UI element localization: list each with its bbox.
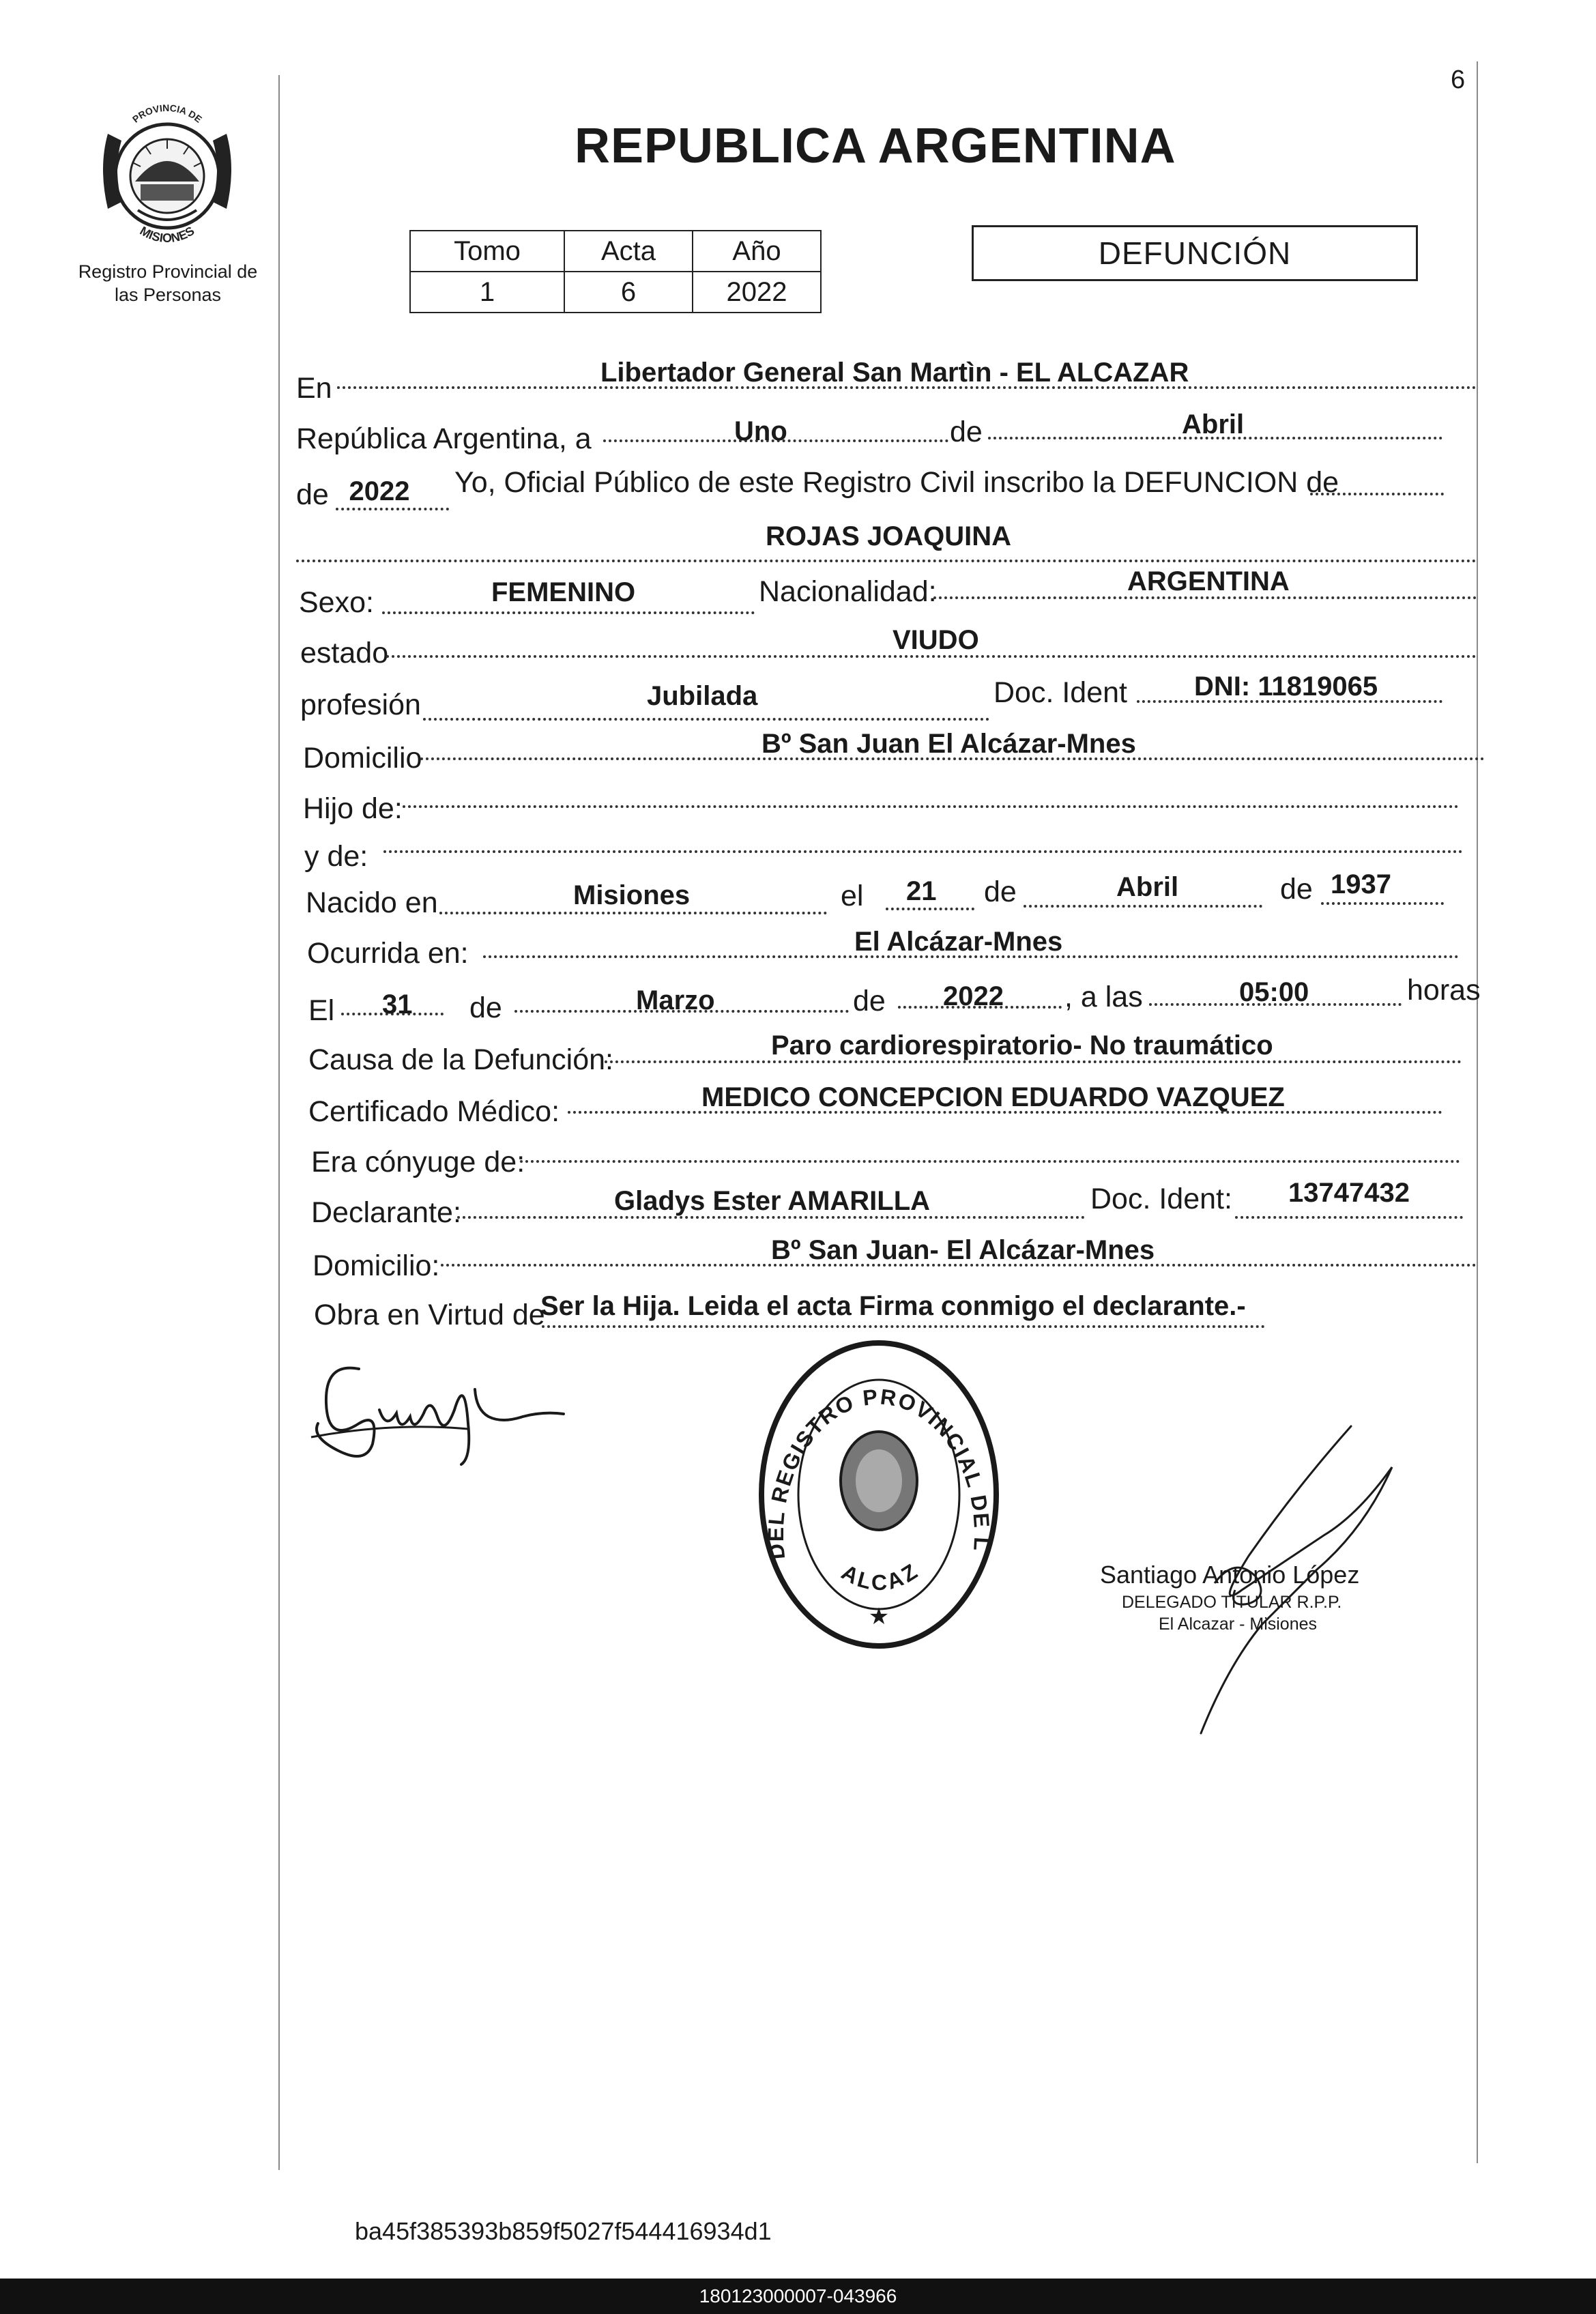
value-nombre: ROJAS JOAQUINA [766,521,1012,551]
dotted-line-nombre [296,560,1477,562]
value-profesion: Jubilada [647,681,758,711]
left-margin-line [278,75,280,2170]
stamp-star-icon: ★ [868,1604,890,1630]
page-number: 6 [1451,66,1466,94]
official-role: DELEGADO TITULAR R.P.P. [1122,1593,1342,1612]
value-domicilio: Bº San Juan El Alcázar-Mnes [761,729,1136,759]
value-anio: 2022 [349,476,410,506]
label-doc-ident-declarante: Doc. Ident: [1090,1183,1232,1215]
label-causa: Causa de la Defunción: [308,1043,614,1076]
value-lugar: Libertador General San Martìn - EL ALCAZAR [600,358,1189,388]
label-y-de: y de: [304,840,368,873]
registry-label [66,261,270,307]
document-hash: ba45f385393b859f5027f544416934d1 [355,2217,772,2245]
value-hora: 05:00 [1239,977,1309,1007]
declarant-signature [298,1348,584,1471]
label-el: El [308,994,335,1027]
dotted-line-declarante [457,1216,1085,1219]
dotted-line-nacido-mes [1024,905,1262,908]
province-seal-logo [93,93,242,244]
value-estado: VIUDO [893,625,979,655]
label-profesion: profesión [300,689,421,721]
value-fallec-mes: Marzo [636,985,715,1015]
label-ocurrida-en: Ocurrida en: [307,937,469,970]
value-dni: DNI: 11819065 [1194,671,1378,702]
value-nacido-mes: Abril [1116,872,1179,902]
record-table-header-row [410,231,821,272]
value-nacido-dia: 21 [906,876,937,906]
seal-text-top: PROVINCIA DE [130,102,205,125]
record-value-anio: 2022 [693,272,821,313]
label-conyuge: Era cónyuge de: [311,1146,525,1178]
value-declarante: Gladys Ester AMARILLA [614,1186,931,1216]
value-nacido-anio: 1937 [1331,869,1391,899]
label-nacido-en: Nacido en [306,886,438,919]
official-stamp [756,1337,1002,1651]
label-yo-oficial: Yo, Oficial Público de este Registro Civil inscribo la DEFUNCION de [454,466,1339,499]
dotted-line-sexo [382,611,755,614]
page-title: REPUBLICA ARGENTINA [575,119,1176,173]
label-fallec-de-anio: de [853,985,886,1017]
value-mes: Abril [1182,409,1245,439]
value-fallec-anio: 2022 [943,981,1004,1011]
dotted-line-profesion [423,718,989,721]
footer-code: 180123000007-043966 [699,2285,897,2306]
value-domicilio-declarante: Bº San Juan- El Alcázar-Mnes [771,1235,1155,1265]
label-doc-ident: Doc. Ident [993,676,1127,709]
dotted-line-y-de [383,850,1463,853]
official-place: El Alcazar - Misiones [1159,1615,1318,1634]
record-header-tomo: Tomo [410,231,564,272]
record-header-acta: Acta [564,231,693,272]
label-horas: horas [1407,974,1481,1007]
value-dia: Uno [734,416,787,446]
label-nacido-el: el [841,880,864,912]
label-nacido-de-anio: de [1280,873,1313,906]
value-fallec-dia: 31 [382,989,413,1019]
record-table-value-row [410,272,821,313]
dotted-line-anio [336,508,449,510]
dotted-line-obra [542,1325,1265,1328]
record-value-acta: 6 [564,272,693,313]
label-estado: estado [300,637,389,669]
record-header-anio: Año [693,231,821,272]
label-nacionalidad: Nacionalidad: [759,575,937,608]
value-nacido-lugar: Misiones [573,880,691,910]
record-value-tomo: 1 [410,272,564,313]
label-declarante: Declarante: [311,1196,461,1229]
dotted-line-nacido-lugar [439,912,827,914]
registry-label-line2: las Personas [114,284,222,305]
official-name: Santiago Antonio López [1100,1561,1360,1589]
value-declarante-doc: 13747432 [1288,1178,1410,1208]
dotted-line-nacido-dia [886,908,974,910]
value-certificado: MEDICO CONCEPCION EDUARDO VAZQUEZ [701,1082,1285,1112]
document-type-box: DEFUNCIÓN [972,225,1418,281]
dotted-line-causa [605,1060,1462,1063]
dotted-line-conyuge [520,1160,1460,1163]
footer-code-bar [0,2279,1596,2314]
value-causa: Paro cardiorespiratorio- No traumático [771,1030,1273,1060]
label-fallec-de-mes: de [469,992,502,1024]
seal-text-bottom: MISIONES [137,223,197,244]
label-domicilio-declarante: Domicilio: [313,1249,440,1282]
label-domicilio: Domicilio [303,742,422,775]
value-ocurrida: El Alcázar-Mnes [854,927,1063,957]
label-hijo-de: Hijo de: [303,792,403,825]
value-nacionalidad: ARGENTINA [1127,566,1290,596]
value-obra: Ser la Hija. Leida el acta Firma conmigo el declarante.- [540,1291,1246,1321]
label-republica: República Argentina, a [296,422,592,455]
label-nacido-de-mes: de [984,876,1017,908]
label-obra: Obra en Virtud de [314,1299,545,1331]
label-de-mes: de [950,416,983,448]
dotted-line-nacido-anio [1321,902,1444,905]
right-margin-line [1477,61,1478,2163]
label-a-las: , a las [1064,981,1143,1013]
dotted-line-estado [386,655,1477,658]
registry-label-line1: Registro Provincial de [78,261,258,282]
stamp-place-text: ALCAZ [837,1557,924,1595]
dotted-line-nacionalidad [933,596,1477,599]
label-en: En [296,372,332,405]
record-table [409,230,822,313]
dotted-line-hijo-de [403,805,1459,808]
dotted-line-declarante-doc [1235,1216,1463,1219]
label-certificado: Certificado Médico: [308,1095,560,1128]
value-sexo: FEMENINO [491,577,636,607]
svg-text:PROVINCIA DE [130,102,204,125]
stamp-ring-text: DEL REGISTRO PROVINCIAL DE L [763,1384,995,1561]
label-de-anio: de [296,478,329,511]
label-sexo: Sexo: [299,586,374,619]
dotted-line-defuncion-de [1310,493,1444,495]
